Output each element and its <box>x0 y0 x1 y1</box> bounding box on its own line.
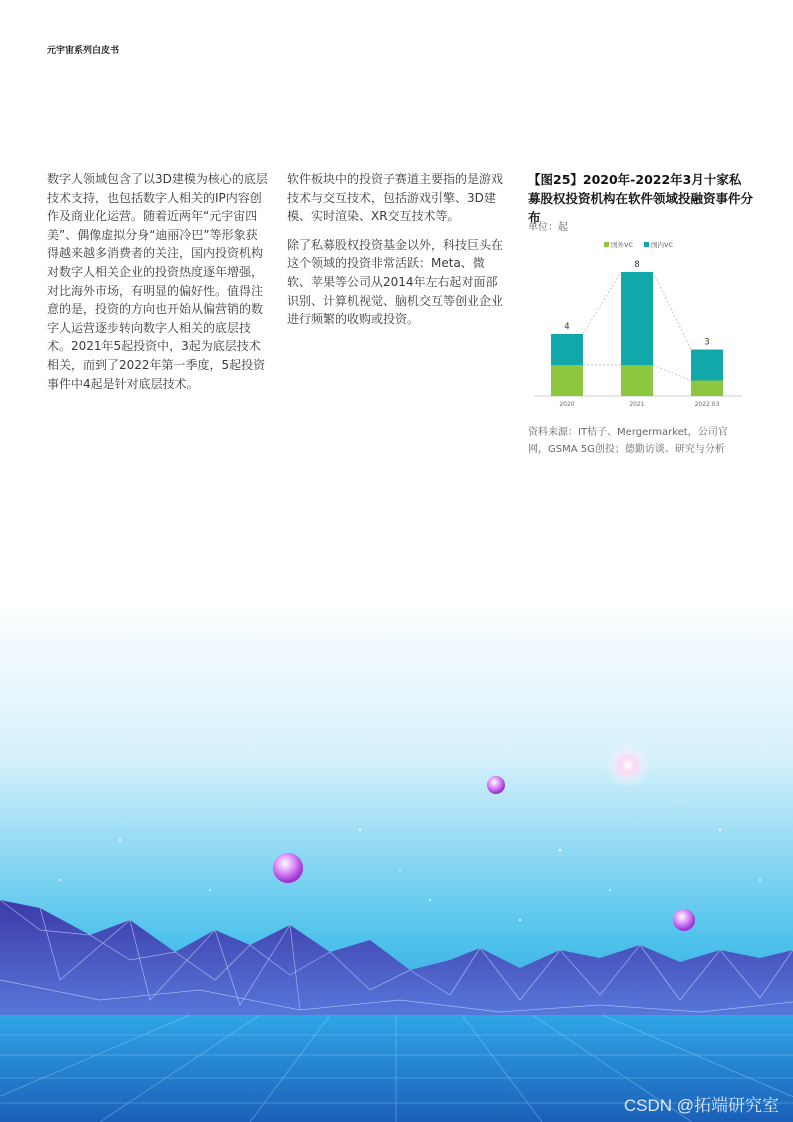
bar-segment <box>691 350 723 381</box>
data-label: 8 <box>634 260 640 270</box>
data-label: 4 <box>564 322 570 332</box>
legend-swatch <box>644 242 649 247</box>
paragraph: 除了私募股权投资基金以外，科技巨头在这个领域的投资非常活跃：Meta、微软、苹果等公司从2014年左右起对面部识别、计算机视觉、脑机交互等创业企业进行频繁的收购或投资。 <box>287 237 504 327</box>
legend-label: 国内VC <box>651 241 673 249</box>
figure-source: 资料来源：IT桔子、Mergermarket，公司官网，GSMA 5G创投；德勤访谈、研究与分析 <box>528 427 728 455</box>
data-label: 3 <box>704 337 710 348</box>
bar-segment <box>621 272 653 365</box>
bar-segment <box>551 365 583 396</box>
legend-swatch <box>604 242 609 247</box>
text-column-middle <box>287 170 505 339</box>
paragraph: 数字人领域包含了以3D建模为核心的底层技术支持，也包括数字人相关的IP内容创作及商业化运营。随着近两年“元宇宙四美”、偶像虚拟分身“迪丽冷巴”等形象获得越来越多消费者的关注，国内投资机构对数字人相关企业的投资热度逐年增强，对比海外市场，有明显的偏好性。值得注意的是，投资的方向也开始从偏营销的数字人运营逐步转向数字人相关的底层技术。2021年5起投资中，3起为底层技术相关，而到了2022年第一季度，5起投资事件中4起是针对底层技术。 <box>47 172 268 391</box>
stacked-bar-chart <box>528 236 748 412</box>
figure-title: 【图25】2020年-2022年3月十家私募股权投资机构在软件领域投融资事件分布 <box>528 172 754 225</box>
tick-label: 2020 <box>559 401 575 408</box>
document-header: 元宇宙系列白皮书 <box>47 46 120 56</box>
bar-segment <box>621 365 653 396</box>
trend-line <box>583 272 621 334</box>
tick-label: 2021 <box>629 401 645 408</box>
tick-label: 2022.03 <box>694 401 720 408</box>
text-column-left <box>47 170 269 403</box>
trend-line <box>653 365 691 381</box>
trend-line <box>653 272 691 350</box>
paragraph: 软件板块中的投资子赛道主要指的是游戏技术与交互技术，包括游戏引擎、3D建模、实时渲染、XR交互技术等。 <box>287 172 504 224</box>
metaverse-landscape-illustration <box>0 600 793 1122</box>
figure-unit: 单位：起 <box>528 222 568 233</box>
bar-segment <box>551 334 583 365</box>
legend-label: 国外VC <box>611 241 633 249</box>
bar-segment <box>691 381 723 397</box>
watermark: CSDN @拓端研究室 <box>623 1096 779 1115</box>
